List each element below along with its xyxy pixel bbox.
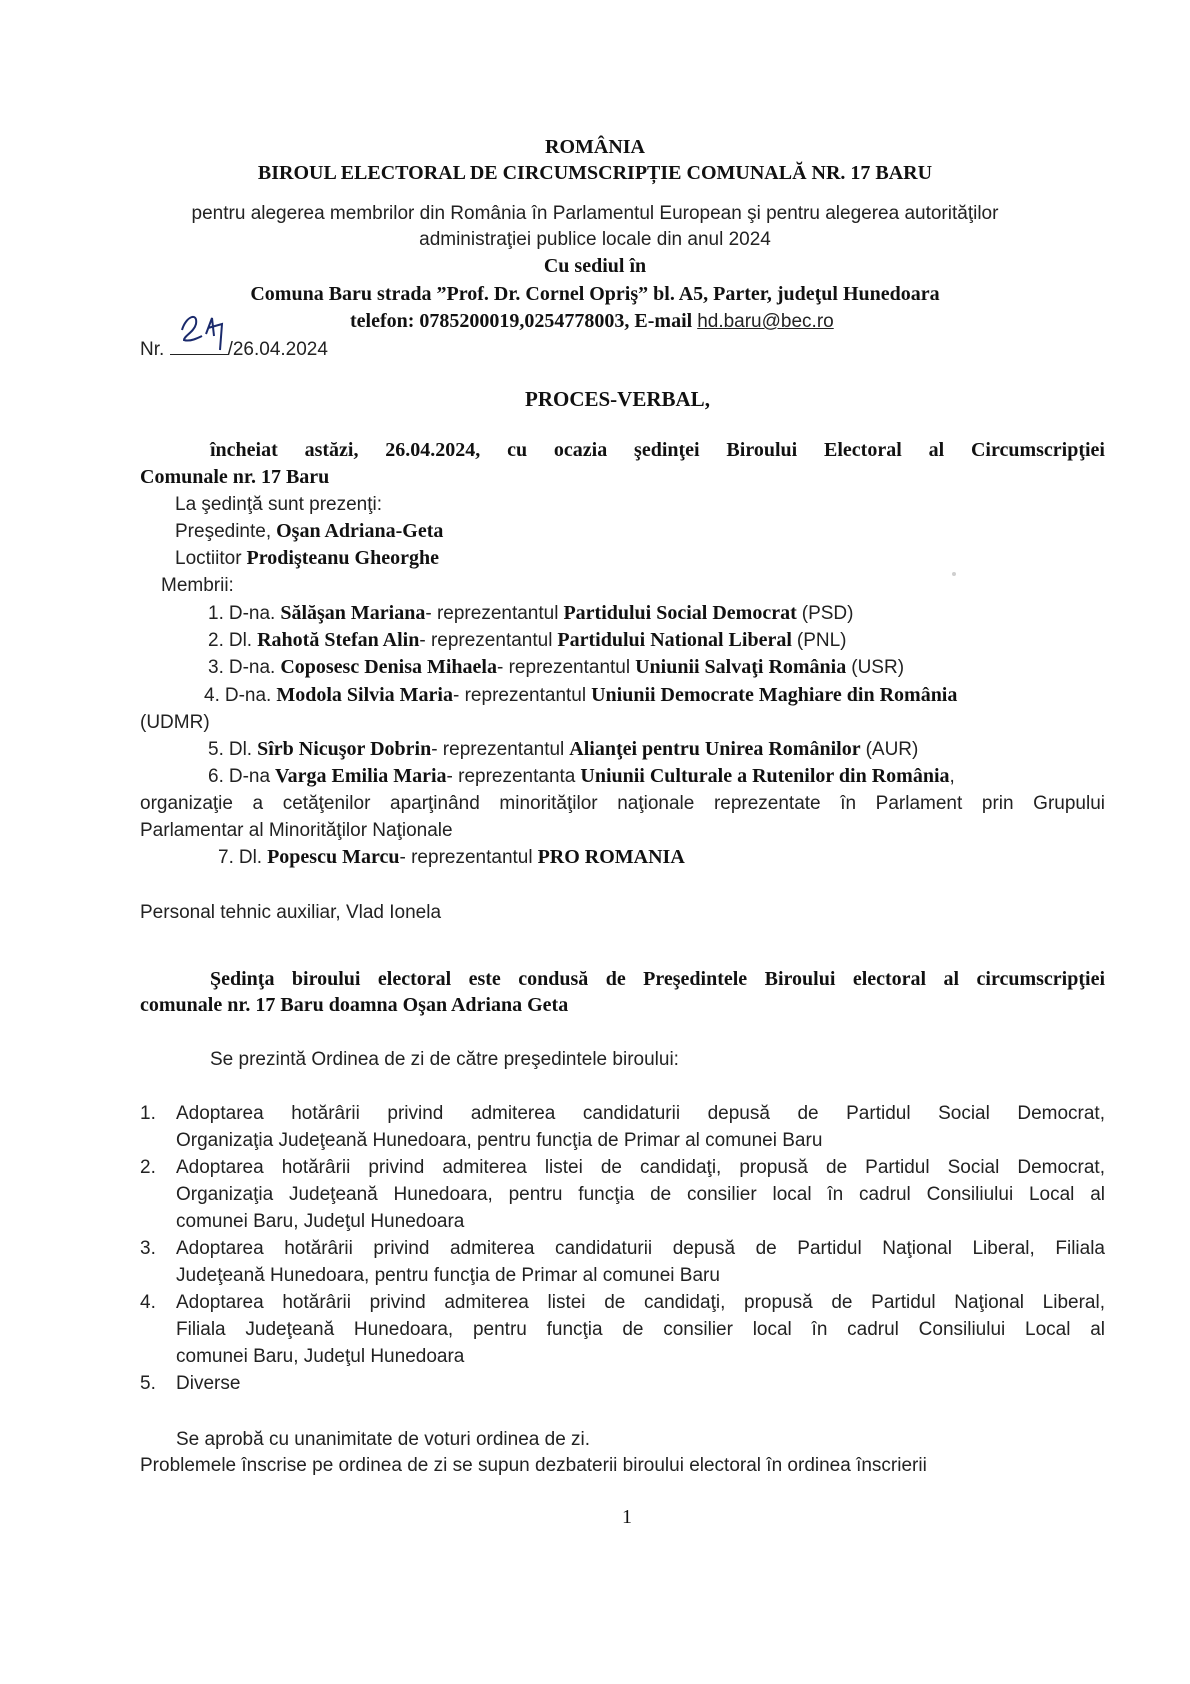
member-number: 6. <box>208 766 224 787</box>
member-party-abbr: (PSD) <box>801 603 854 624</box>
chair-line2: comunale nr. 17 Baru doamna Oşan Adriana Geta <box>140 994 569 1016</box>
agenda-item-line: Adoptarea hotărârii privind admiterea listei de candidaţi, propusă de Partidul Naţional Liberal, <box>176 1292 1105 1313</box>
agenda-intro: Se prezintă Ordinea de zi de către preşedintele biroului: <box>210 1049 679 1070</box>
member-party: Uniunii Salvaţi România <box>635 656 847 678</box>
deputy-name: Prodişteanu Gheorghe <box>246 547 439 569</box>
agenda-item-line: Judeţeană Hunedoara, pentru funcţia de Primar al comunei Baru <box>176 1265 720 1286</box>
member-name: Sălăşan Mariana <box>280 602 426 624</box>
chair-line1: Şedinţa biroului electoral este condusă de Preşedintele Biroului electoral al circumscripţiei <box>210 968 1105 990</box>
nr-blank-line <box>170 336 228 355</box>
member-name: Rahotă Stefan Alin <box>257 629 420 651</box>
member-item <box>208 763 955 790</box>
member-party-abbr: (UDMR) <box>140 712 210 733</box>
agenda-item-line: Adoptarea hotărârii privind admiterea listei de candidaţi, propusă de Partidul Social Democrat, <box>176 1157 1105 1178</box>
contact-phones: telefon: 0785200019,0254778003, E-mail <box>350 310 698 332</box>
member-party: PRO ROMANIA <box>537 846 685 868</box>
agenda-number: 1. <box>140 1103 156 1124</box>
president-name: Oşan Adriana-Geta <box>276 520 444 542</box>
member-number: 7. <box>218 847 234 868</box>
member-item <box>208 627 847 654</box>
member-role: - reprezentanta <box>446 766 576 787</box>
member-item <box>208 600 853 627</box>
member-name: Modola Silvia Maria <box>276 684 453 706</box>
member-6-continuation-end: Parlamentar al Minorităţilor Naţionale <box>140 820 453 841</box>
member-name: Varga Emilia Maria <box>275 765 447 787</box>
intro-line2: Comunale nr. 17 Baru <box>140 466 330 488</box>
members-label: Membrii: <box>161 575 234 596</box>
intro-line1: încheiat astăzi, 26.04.2024, cu ocazia şedinţei Biroului Electoral al Circumscripţiei <box>210 439 1105 461</box>
member-name: Sîrb Nicuşor Dobrin <box>257 738 432 760</box>
scan-speck <box>952 572 956 576</box>
agenda-item <box>176 1289 1105 1370</box>
agenda-item-line: Organizaţia Judeţeană Hunedoara, pentru funcţia de consilier local în cadrul Consiliului Local al <box>176 1184 1105 1205</box>
agenda-item-line: Adoptarea hotărârii privind admiterea candidaturii depusă de Partidul Naţional Liberal, Filiala <box>176 1238 1105 1259</box>
nr-date: /26.04.2024 <box>227 339 328 360</box>
agenda-number: 2. <box>140 1157 156 1178</box>
technical-staff: Personal tehnic auxiliar, Vlad Ionela <box>140 902 442 923</box>
header-bureau: BIROUL ELECTORAL DE CIRCUMSCRIPȚIE COMUNALĂ NR. 17 BARU <box>257 162 933 184</box>
deputy-line <box>175 545 439 572</box>
member-party-abbr: (PNL) <box>796 630 847 651</box>
member-number: 5. <box>208 739 224 760</box>
header-seat-label: Cu sediul în <box>543 255 647 277</box>
agenda-number: 3. <box>140 1238 156 1259</box>
agenda-item <box>176 1154 1105 1235</box>
member-party-abbr: , <box>949 766 955 787</box>
member-role: - reprezentantul <box>431 739 565 760</box>
member-title: Dl. <box>228 739 253 760</box>
agenda-number: 4. <box>140 1292 156 1313</box>
member-number: 3. <box>208 657 224 678</box>
agenda-item-line: Adoptarea hotărârii privind admiterea candidaturii depusă de Partidul Social Democrat, <box>176 1103 1105 1124</box>
header-purpose-line2: administraţiei publice locale din anul 2024 <box>419 229 771 250</box>
member-item <box>218 844 685 871</box>
member-title: D-na. <box>228 657 276 678</box>
member-item <box>208 736 918 763</box>
agenda-item <box>176 1370 1105 1397</box>
member-party: Partidului National Liberal <box>557 629 792 651</box>
header-country: ROMÂNIA <box>545 136 645 158</box>
document-number <box>140 336 328 363</box>
page-number: 1 <box>622 1506 632 1528</box>
member-party: Uniunii Culturale a Rutenilor din România <box>580 765 950 787</box>
page-title: PROCES-VERBAL, <box>525 387 710 411</box>
header-purpose-line1: pentru alegerea membrilor din România în Parlamentul European şi pentru alegerea autorităţilor <box>191 203 999 224</box>
member-name: Popescu Marcu <box>267 846 400 868</box>
member-party-abbr: (USR) <box>851 657 905 678</box>
nr-prefix: Nr. <box>140 339 165 360</box>
member-role: - reprezentantul <box>497 657 631 678</box>
member-item <box>204 682 957 709</box>
agenda-item <box>176 1235 1105 1289</box>
member-name: Coposesc Denisa Mihaela <box>280 656 497 678</box>
member-title: D-na <box>228 766 271 787</box>
agenda-item-line: comunei Baru, Judeţul Hunedoara <box>176 1211 465 1232</box>
agenda-item-line: comunei Baru, Judeţul Hunedoara <box>176 1346 465 1367</box>
agenda-item-line: Organizaţia Judeţeană Hunedoara, pentru funcţia de Primar al comunei Baru <box>176 1130 823 1151</box>
member-role: - reprezentantul <box>419 630 553 651</box>
member-item <box>208 654 904 681</box>
president-role: Preşedinte, <box>175 521 272 542</box>
member-role: - reprezentantul <box>399 847 533 868</box>
agenda-number: 5. <box>140 1373 156 1394</box>
debate-statement: Problemele înscrise pe ordinea de zi se supun dezbaterii biroului electoral în ordinea înscrierii <box>140 1455 927 1476</box>
agenda-item-line: Filiala Judeţeană Hunedoara, pentru funcţia de consilier local în cadrul Consiliului Local al <box>176 1319 1105 1340</box>
member-party: Uniunii Democrate Maghiare din România <box>591 684 958 706</box>
deputy-role: Loctiitor <box>175 548 242 569</box>
agenda-item-line: Diverse <box>176 1373 241 1394</box>
contact-email-link[interactable]: hd.baru@bec.ro <box>697 311 834 332</box>
agenda-item <box>176 1100 1105 1154</box>
member-6-continuation: organizaţie a cetăţenilor aparţinând minorităţilor naţionale reprezentate în Parlament prin Grupului <box>140 793 1105 814</box>
member-party: Alianţei pentru Unirea Românilor <box>569 738 861 760</box>
member-title: D-na. <box>228 603 276 624</box>
member-title: Dl. <box>228 630 253 651</box>
member-party-abbr: (AUR) <box>865 739 919 760</box>
header-contact <box>350 308 834 335</box>
member-title: D-na. <box>224 685 272 706</box>
agenda-approval: Se aprobă cu unanimitate de voturi ordinea de zi. <box>176 1429 591 1450</box>
member-role: - reprezentantul <box>453 685 587 706</box>
member-number: 1. <box>208 603 224 624</box>
member-title: Dl. <box>238 847 263 868</box>
attendance-label: La şedinţă sunt prezenţi: <box>175 494 383 515</box>
member-number: 4. <box>204 685 220 706</box>
member-number: 2. <box>208 630 224 651</box>
member-role: - reprezentantul <box>425 603 559 624</box>
president-line <box>175 518 443 545</box>
header-address: Comuna Baru strada ”Prof. Dr. Cornel Opriş” bl. A5, Parter, judeţul Hunedoara <box>250 283 940 305</box>
member-party: Partidului Social Democrat <box>563 602 797 624</box>
